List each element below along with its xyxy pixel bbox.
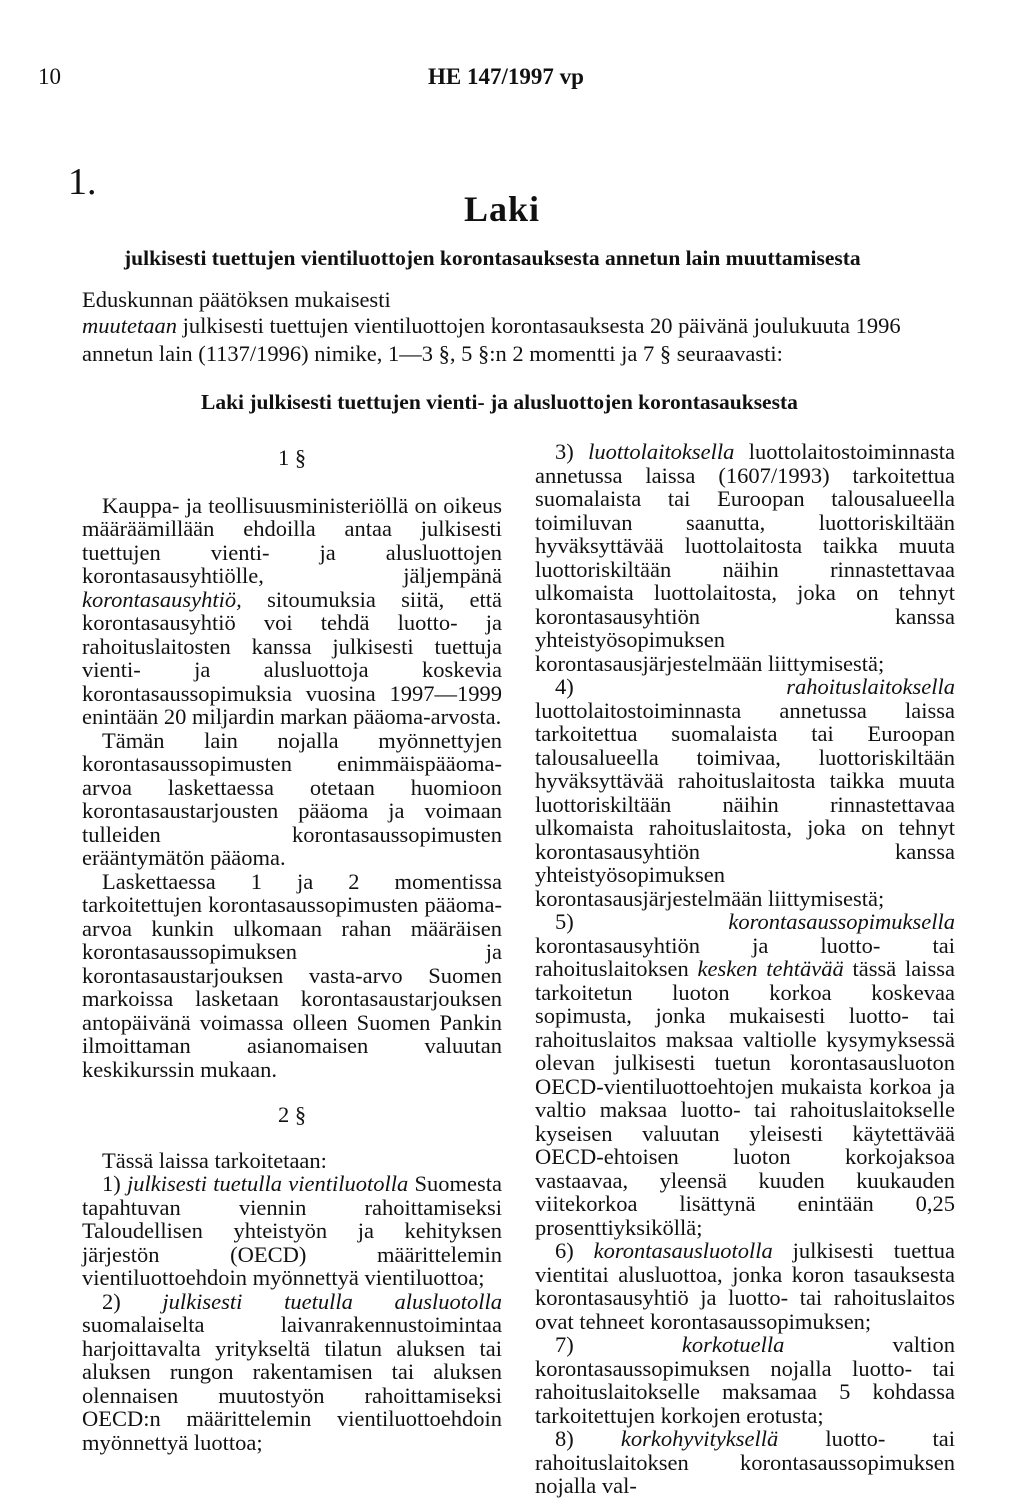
intro-line-3: annetun lain (1137/1996) nimike, 1—3 §, 5 §:n 2 momentti ja 7 § seuraavasti:	[82, 341, 783, 366]
d3-num: 3)	[555, 439, 574, 464]
s1p1-a: Kauppa- ja teollisuusministeriöllä on oikeus määräämillään ehdoilla antaa julkisesti tuettujen vienti- ja alusluottojen korontasausyhtiölle,	[82, 492, 502, 588]
page-number: 10	[38, 64, 61, 89]
d1-num: 1)	[102, 1171, 121, 1196]
s1p1-italic: korontasausyhtiö,	[82, 586, 242, 612]
d3-text: luottolaitostoiminnasta annetussa laissa (1607/1993) tarkoitettua suomalaista tai Euroopan talousalueella toimiluvan saanutta, luottoriskiltään hyväksyttävää luottolaitosta taikka muuta luottoriskiltään näihin rinnastettavaa ulkomaista luottolaitosta, joka on tehnyt korontasausyhtiön kanssa yhteistyösopimuksen korontasausjärjestelmään liittymisestä;	[535, 439, 955, 676]
d5-term: korontasaussopimuksella	[728, 909, 955, 934]
d8-text: luotto- tai rahoituslaitoksen korontasaussopimuksen nojalla val-	[535, 1426, 955, 1498]
definition-4	[535, 675, 955, 910]
section-1-heading: 1 §	[277, 445, 307, 470]
section-2-intro: Tässä laissa tarkoitetaan:	[102, 1147, 327, 1173]
law-subtitle: julkisesti tuettujen vientiluottojen korontasauksesta annetun lain muuttamisesta	[124, 246, 861, 270]
d5-term-2: kesken tehtävää	[697, 956, 844, 981]
intro-line-1: Eduskunnan päätöksen mukaisesti	[82, 287, 391, 312]
s1p1-b: jäljempänä	[403, 563, 502, 588]
d2-term: julkisesti tuetulla alusluotolla	[162, 1288, 503, 1314]
d8-num: 8)	[555, 1426, 574, 1451]
d3-term: luottolaitoksella	[588, 439, 735, 464]
definition-1	[82, 1172, 502, 1290]
section-2-heading: 2 §	[277, 1102, 307, 1127]
item-number: 1.	[68, 161, 97, 203]
intro-line-2-rest: julkisesti tuettujen vientiluottojen korontasauksesta 20 päivänä joulukuuta 1996	[177, 313, 901, 338]
d2-num: 2)	[102, 1288, 121, 1314]
d1-term: julkisesti tuetulla vientiluotolla	[127, 1171, 409, 1196]
intro-line-2	[82, 312, 901, 340]
right-column	[535, 440, 955, 1498]
d6-num: 6)	[555, 1238, 574, 1263]
d7-term: korkotuella	[681, 1332, 785, 1357]
definition-8	[535, 1427, 955, 1498]
s1p1-c: sitoumuksia siitä, että korontasausyhtiö voi tehdä luotto- ja rahoituslaitosten kanssa julkisesti tuettuja vienti- ja alusluottoja koskevia korontasaussopimuksia vuosina 1997—1999 enintään 20 miljardin markan pääoma-arvosta.	[82, 586, 502, 729]
definition-6	[535, 1239, 955, 1333]
section-1-paragraph-2: Tämän lain nojalla myönnettyjen korontasaussopimusten enimmäispääoma-arvoa laskettaessa otetaan huomioon korontasaustarjousten pääoma ja voimaan tulleiden korontasaussopimusten erääntymätön pääoma.	[82, 727, 502, 870]
d6-text: julkisesti tuettua vientitai alusluottoa, jonka koron tasauksesta korontasausyhtiö ja luotto- tai rahoituslaitos ovat tehneet korontasaussopimuksen;	[535, 1238, 955, 1334]
intro-line-2-italic: muutetaan	[82, 313, 177, 338]
d1-text: Suomesta tapahtuvan viennin rahoittamiseksi Taloudellisen yhteistyön ja kehityksen järjestön (OECD) määrittelemin vientiluottoehdoin myönnettyä vientiluottoa;	[82, 1171, 503, 1290]
d7-text: valtion korontasaussopimuksen nojalla luotto- tai rahoituslaitokselle maksamaa 5 kohdassa tarkoitettujen korkojen erotusta;	[535, 1332, 956, 1428]
d6-term: korontasausluotolla	[593, 1238, 773, 1263]
d4-term: rahoituslaitoksella	[786, 674, 955, 699]
inner-law-title: Laki julkisesti tuettujen vienti- ja alusluottojen korontasauksesta	[201, 390, 798, 414]
d5-num: 5)	[555, 909, 574, 934]
law-title: Laki	[464, 189, 541, 229]
d5-text-b: tässä laissa tarkoitetun luoton korkoa koskevaa sopimusta, jonka mukaisesti luotto- tai rahoituslaitos maksaa valtiolle kysymyksessä olevan julkisesti tuetun korontasausluoton OECD-vientiluottoehtojen mukaista korkoa ja valtio maksaa luotto- tai rahoituslaitokselle kyseisen valuutan yleisesti käytettävää OECD-ehtoisen luoton korkojaksoa vastaavaa, yleensä kuuden kuukauden viitekorkoa lisättynä enintään 0,25 prosenttiyksiköllä;	[535, 956, 955, 1240]
definition-3	[535, 440, 955, 675]
left-column	[82, 446, 502, 1454]
d7-num: 7)	[555, 1332, 574, 1357]
section-1-paragraph-1	[82, 494, 502, 729]
d2-text: suomalaiselta laivanrakennustoimintaa harjoittavalta yritykseltä tilatun aluksen tai aluksen rungon rakentamisen tai aluksen olennaisen muutostyön rahoittamiseksi OECD:n määrittelemin vientiluottoehdoin myönnettyä luottoa;	[82, 1312, 502, 1455]
definition-2	[82, 1290, 502, 1455]
d4-text: luottolaitostoiminnasta annetussa laissa tarkoitettua suomalaista tai Euroopan talousalueella toimivaa, luottoriskiltään hyväksyttävää rahoituslaitosta taikka muuta luottoriskiltään näihin rinnastettavaa ulkomaista rahoituslaitosta, joka on tehnyt korontasausyhtiön kanssa yhteistyösopimuksen korontasausjärjestelmään liittymisestä;	[535, 697, 955, 911]
d8-term: korkohyvityksellä	[620, 1426, 779, 1451]
d5-text-a: korontasausyhtiön ja luotto- tai rahoituslaitoksen	[535, 932, 955, 981]
definition-7	[535, 1333, 955, 1427]
d4-num: 4)	[555, 674, 574, 699]
section-1-paragraph-3: Laskettaessa 1 ja 2 momentissa tarkoitettujen korontasaussopimusten pääoma-arvoa kunkin ulkomaan rahan määräisen korontasaussopimuksen ja korontasaustarjouksen vasta-arvo Suomen markoissa lasketaan korontasaustarjouksen antopäivänä voimassa olleen Suomen Pankin ilmoittaman asianomaisen valuutan keskikurssin mukaan.	[82, 868, 502, 1082]
definition-5	[535, 910, 955, 1239]
running-head: HE 147/1997 vp	[428, 64, 584, 89]
